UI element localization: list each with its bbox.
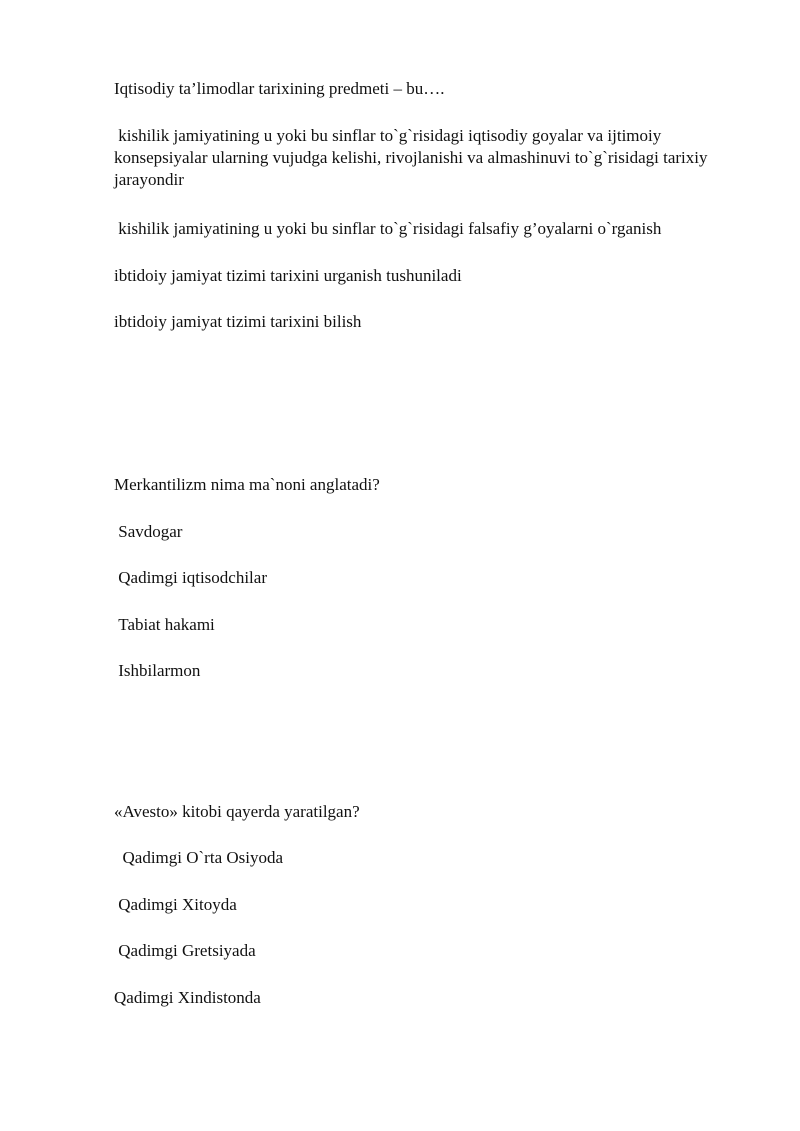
question-2-text: Merkantilizm nima ma`noni anglatadi? [114,475,380,494]
question-1-option-1: kishilik jamiyatining u yoki bu sinflar to`g`risidagi iqtisodiy goyalar va ijtimoiy konsepsiyalar ularning vujudga kelishi, rivojlanishi va almashinuvi to`g`risidagi tarixiy jarayondir [114,126,712,189]
question-3-option-1: Qadimgi O`rta Osiyoda [114,848,284,867]
question-3-text: «Avesto» kitobi qayerda yaratilgan? [114,802,360,821]
question-2-option-3: Tabiat hakami [114,615,215,634]
question-1-option-4: ibtidoiy jamiyat tizimi tarixini bilish [114,312,362,331]
question-3-option-3: Qadimgi Gretsiyada [114,941,256,960]
question-1-option-2: kishilik jamiyatining u yoki bu sinflar to`g`risidagi falsafiy g’oyalarni o`rganish [114,219,662,238]
question-3-option-2: Qadimgi Xitoyda [114,895,237,914]
question-1-option-3: ibtidoiy jamiyat tizimi tarixini urganish tushuniladi [114,266,462,285]
question-3-option-4: Qadimgi Xindistonda [114,988,261,1007]
question-2-option-2: Qadimgi iqtisodchilar [114,568,267,587]
question-1-text: Iqtisodiy ta’limodlar tarixining predmeti – bu…. [114,79,445,98]
question-2-option-4: Ishbilarmon [114,661,201,680]
question-2-option-1: Savdogar [114,522,183,541]
